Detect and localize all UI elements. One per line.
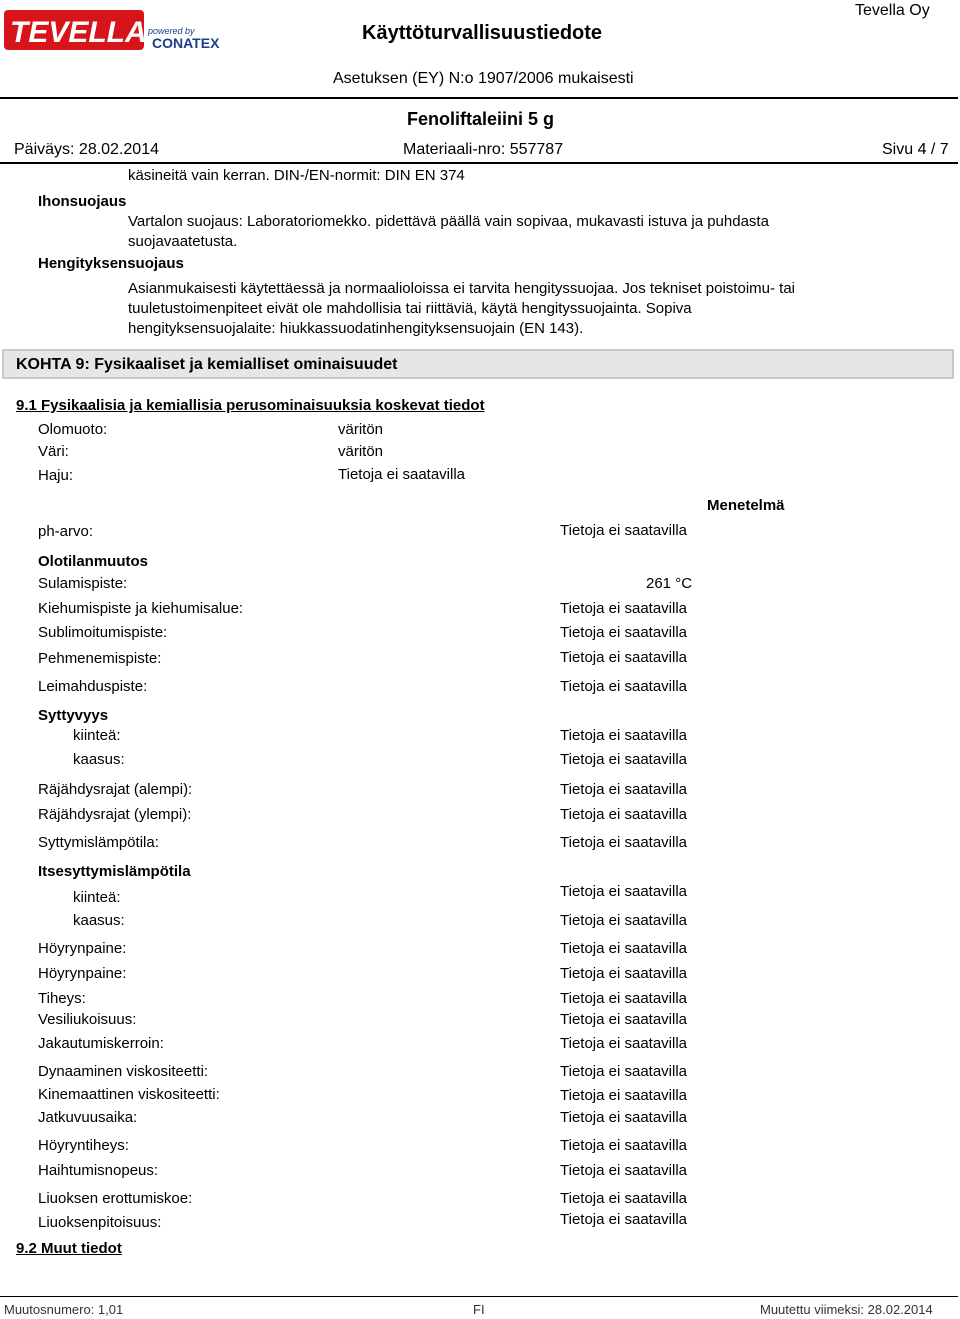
- tiheys-label: Tiheys:: [38, 990, 86, 1007]
- itsesyttymis-kaasus-value: Tietoja ei saatavilla: [560, 912, 688, 929]
- document-date: Päiväys: 28.02.2014: [14, 141, 159, 158]
- respiratory-protection-heading: Hengityksensuojaus: [38, 255, 184, 272]
- skin-protection-heading: Ihonsuojaus: [38, 193, 127, 210]
- syttyvyys-heading: Syttyvyys: [38, 707, 109, 724]
- ph-label: ph-arvo:: [38, 523, 94, 540]
- header-bottom-divider: [0, 162, 958, 164]
- syttyvyys-kaasus-value: Tietoja ei saatavilla: [560, 751, 688, 768]
- jakautumiskerroin-label: Jakautumiskerroin:: [38, 1035, 164, 1052]
- sublimoitumispiste-label: Sublimoitumispiste:: [38, 624, 168, 641]
- header-divider: [0, 97, 958, 99]
- syttymislampotila-label: Syttymislämpötila:: [38, 834, 159, 851]
- kinemaattinen-viskositeetti-label: Kinemaattinen viskositeetti:: [38, 1086, 220, 1103]
- rajahdysrajat-ylempi-value: Tietoja ei saatavilla: [560, 806, 688, 823]
- liuoksen-erottumiskoe-label: Liuoksen erottumiskoe:: [38, 1190, 193, 1207]
- product-name: Fenoliftaleiini 5 g: [407, 109, 555, 129]
- material-number: Materiaali-nro: 557787: [403, 141, 564, 158]
- last-modified: Muutettu viimeksi: 28.02.2014: [760, 1302, 933, 1317]
- liuoksenpitoisuus-value: Tietoja ei saatavilla: [560, 1211, 688, 1228]
- tiheys-value: Tietoja ei saatavilla: [560, 990, 688, 1007]
- hoyrynpaine-label-1: Höyrynpaine:: [38, 940, 127, 957]
- haju-value: Tietoja ei saatavilla: [338, 466, 466, 483]
- hoyryntiheys-label: Höyryntiheys:: [38, 1137, 129, 1154]
- syttyvyys-kiintea-label: kiinteä:: [73, 727, 121, 744]
- syttyvyys-kaasus-label: kaasus:: [73, 751, 125, 768]
- respiratory-text-2: tuuletustoimenpiteet eivät ole mahdollisia tai riittäviä, käytä hengityssuojainta. Sopiva: [128, 300, 692, 317]
- subsection-9-1-title: 9.1 Fysikaalisia ja kemiallisia perusominaisuuksia koskevat tiedot: [16, 397, 485, 414]
- vesiliukoisuus-value: Tietoja ei saatavilla: [560, 1011, 688, 1028]
- respiratory-text-3: hengityksensuojalaite: hiukkassuodatinhengityksensuojain (EN 143).: [128, 320, 584, 337]
- company-logo: [2, 2, 222, 57]
- hoyryntiheys-value: Tietoja ei saatavilla: [560, 1137, 688, 1154]
- liuoksen-erottumiskoe-value: Tietoja ei saatavilla: [560, 1190, 688, 1207]
- company-name: Tevella Oy: [855, 2, 930, 19]
- liuoksenpitoisuus-label: Liuoksenpitoisuus:: [38, 1214, 162, 1231]
- kiehumispiste-value: Tietoja ei saatavilla: [560, 600, 688, 617]
- itsesyttymis-kaasus-label: kaasus:: [73, 912, 125, 929]
- sulamispiste-label: Sulamispiste:: [38, 575, 128, 592]
- rajahdysrajat-ylempi-label: Räjähdysrajat (ylempi):: [38, 806, 192, 823]
- vesiliukoisuus-label: Vesiliukoisuus:: [38, 1011, 137, 1028]
- jatkuvuusaika-label: Jatkuvuusaika:: [38, 1109, 138, 1126]
- olomuoto-value: väritön: [338, 421, 384, 438]
- gloves-text: käsineitä vain kerran. DIN-/EN-normit: DIN EN 374: [128, 167, 465, 184]
- vari-value: väritön: [338, 443, 384, 460]
- method-column-header: Menetelmä: [707, 497, 785, 514]
- hoyrynpaine-value-1: Tietoja ei saatavilla: [560, 940, 688, 957]
- ph-value: Tietoja ei saatavilla: [560, 522, 688, 539]
- haju-label: Haju:: [38, 467, 74, 484]
- sulamispiste-value: 261 °C: [646, 575, 693, 592]
- skin-protection-text-1: Vartalon suojaus: Laboratoriomekko. pidettävä päällä vain sopivaa, mukavasti istuva ja puhdasta: [128, 213, 769, 230]
- dynaaminen-viskositeetti-label: Dynaaminen viskositeetti:: [38, 1063, 209, 1080]
- sublimoitumispiste-value: Tietoja ei saatavilla: [560, 624, 688, 641]
- logo-powered-text: powered by: [148, 26, 195, 36]
- haihtumisnopeus-label: Haihtumisnopeus:: [38, 1162, 159, 1179]
- itsesyttymislampotila-heading: Itsesyttymislämpötila: [38, 863, 191, 880]
- olomuoto-label: Olomuoto:: [38, 421, 108, 438]
- hoyrynpaine-value-2: Tietoja ei saatavilla: [560, 965, 688, 982]
- subsection-9-2-title: 9.2 Muut tiedot: [16, 1240, 122, 1257]
- page-number: Sivu 4 / 7: [882, 141, 949, 158]
- pehmenemispiste-value: Tietoja ei saatavilla: [560, 649, 688, 666]
- leimahduspiste-value: Tietoja ei saatavilla: [560, 678, 688, 695]
- section-9-title: KOHTA 9: Fysikaaliset ja kemialliset ominaisuudet: [16, 356, 398, 373]
- syttymislampotila-value: Tietoja ei saatavilla: [560, 834, 688, 851]
- logo-text: TEVELLA: [10, 16, 147, 49]
- vari-label: Väri:: [38, 443, 69, 460]
- regulation-text: Asetuksen (EY) N:o 1907/2006 mukaisesti: [333, 70, 634, 87]
- skin-protection-text-2: suojavaatetusta.: [128, 233, 238, 250]
- section-9-header: [2, 349, 954, 379]
- dynaaminen-viskositeetti-value: Tietoja ei saatavilla: [560, 1063, 688, 1080]
- respiratory-text-1: Asianmukaisesti käytettäessä ja normaalioloissa ei tarvita hengityssuojaa. Jos tekniset poistoimu- tai: [128, 280, 795, 297]
- kinemaattinen-viskositeetti-value: Tietoja ei saatavilla: [560, 1087, 688, 1104]
- document-title: Käyttöturvallisuustiedote: [362, 22, 603, 44]
- jakautumiskerroin-value: Tietoja ei saatavilla: [560, 1035, 688, 1052]
- hoyrynpaine-label-2: Höyrynpaine:: [38, 965, 127, 982]
- rajahdysrajat-alempi-label: Räjähdysrajat (alempi):: [38, 781, 193, 798]
- footer-divider: [0, 1296, 958, 1297]
- rajahdysrajat-alempi-value: Tietoja ei saatavilla: [560, 781, 688, 798]
- jatkuvuusaika-value: Tietoja ei saatavilla: [560, 1109, 688, 1126]
- pehmenemispiste-label: Pehmenemispiste:: [38, 650, 162, 667]
- kiehumispiste-label: Kiehumispiste ja kiehumisalue:: [38, 600, 244, 617]
- olotilanmuutos-heading: Olotilanmuutos: [38, 553, 148, 570]
- leimahduspiste-label: Leimahduspiste:: [38, 678, 148, 695]
- itsesyttymis-kiintea-label: kiinteä:: [73, 889, 121, 906]
- haihtumisnopeus-value: Tietoja ei saatavilla: [560, 1162, 688, 1179]
- language-code: FI: [473, 1302, 485, 1317]
- logo-brand-text: CONATEX: [152, 35, 220, 51]
- syttyvyys-kiintea-value: Tietoja ei saatavilla: [560, 727, 688, 744]
- itsesyttymis-kiintea-value: Tietoja ei saatavilla: [560, 883, 688, 900]
- revision-number: Muutosnumero: 1,01: [4, 1302, 124, 1317]
